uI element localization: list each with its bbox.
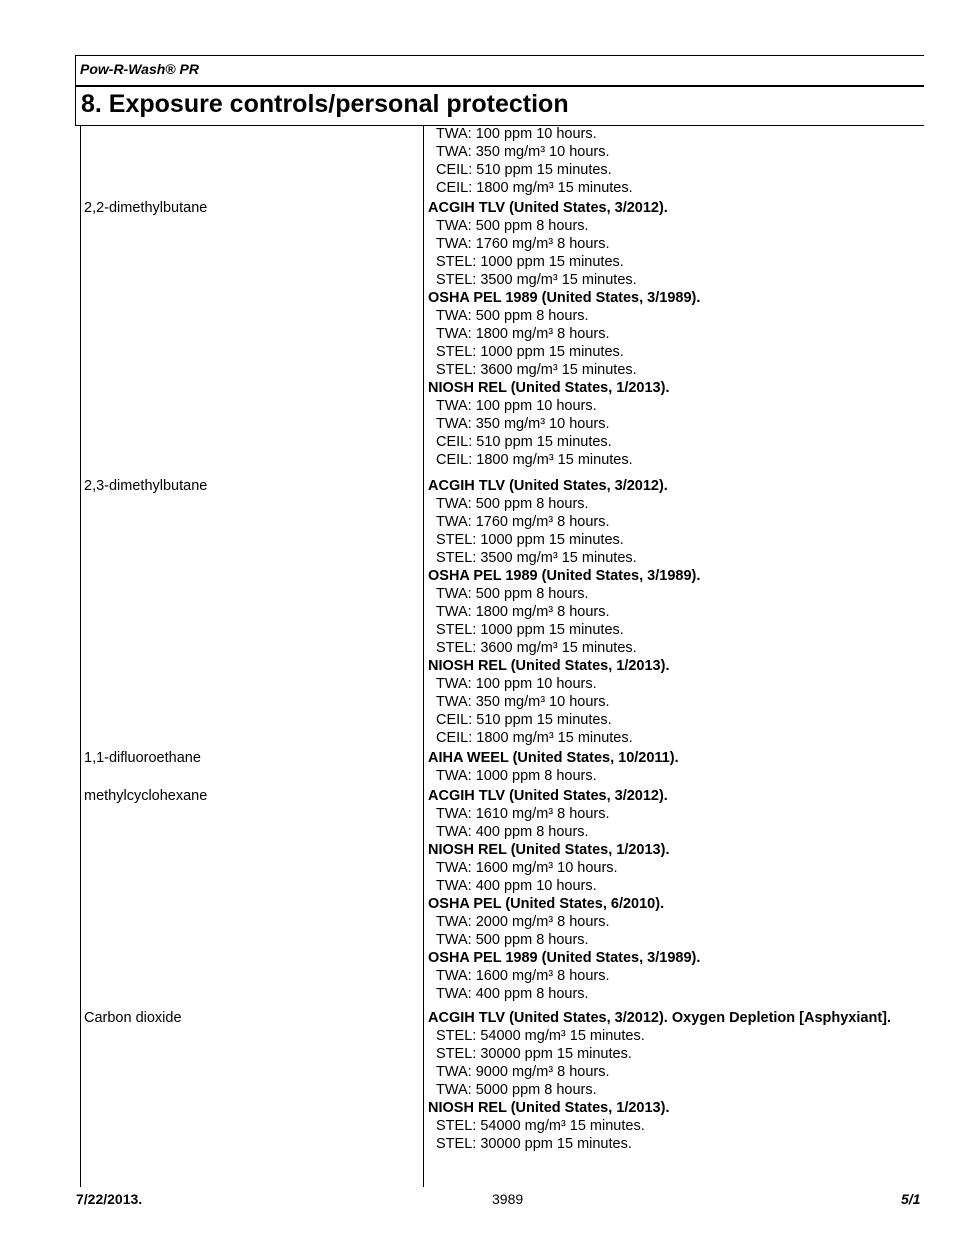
limit-standard: NIOSH REL (United States, 1/2013). [428,842,670,858]
limit-value: STEL: 1000 ppm 15 minutes. [436,532,624,548]
ingredient-row [82,787,922,1003]
limit-block [428,199,922,469]
ingredient-row [82,1009,922,1153]
limit-block [428,1009,922,1153]
limit-value: TWA: 1760 mg/m³ 8 hours. [436,514,610,530]
limit-value: TWA: 500 ppm 8 hours. [436,586,589,602]
limit-value: TWA: 1000 ppm 8 hours. [436,768,597,784]
limit-value: TWA: 1610 mg/m³ 8 hours. [436,806,610,822]
limit-value: TWA: 500 ppm 8 hours. [436,308,589,324]
limit-value: TWA: 350 mg/m³ 10 hours. [436,416,610,432]
limit-value: STEL: 1000 ppm 15 minutes. [436,622,624,638]
continuation-row [82,125,922,197]
limit-value: TWA: 5000 ppm 8 hours. [436,1082,597,1098]
limit-value: STEL: 3600 mg/m³ 15 minutes. [436,362,637,378]
limit-standard: NIOSH REL (United States, 1/2013). [428,380,670,396]
limit-value: STEL: 54000 mg/m³ 15 minutes. [436,1118,645,1134]
limit-value: STEL: 30000 ppm 15 minutes. [436,1136,632,1152]
limit-standard: ACGIH TLV (United States, 3/2012). [428,200,668,216]
limit-value: TWA: 2000 mg/m³ 8 hours. [436,914,610,930]
left-column-rule [80,125,81,1187]
limit-value: TWA: 400 ppm 10 hours. [436,878,597,894]
limit-block [428,749,922,785]
ingredient-name: 2,3-dimethylbutane [84,478,208,494]
limit-standard: NIOSH REL (United States, 1/2013). [428,658,670,674]
limit-value: TWA: 350 mg/m³ 10 hours. [436,694,610,710]
limit-value: STEL: 1000 ppm 15 minutes. [436,254,624,270]
footer-code: 3989 [492,1191,524,1207]
limit-standard: OSHA PEL 1989 (United States, 3/1989). [428,950,701,966]
limit-value: TWA: 1600 mg/m³ 10 hours. [436,860,618,876]
limit-standard: OSHA PEL 1989 (United States, 3/1989). [428,568,701,584]
ingredient-row [82,199,922,469]
limit-value: TWA: 500 ppm 8 hours. [436,496,589,512]
limit-value: CEIL: 510 ppm 15 minutes. [436,434,612,450]
limit-standard: ACGIH TLV (United States, 3/2012). [428,478,668,494]
limit-value: TWA: 100 ppm 10 hours. [436,398,597,414]
limit-value: STEL: 54000 mg/m³ 15 minutes. [436,1028,645,1044]
limit-value: TWA: 500 ppm 8 hours. [436,218,589,234]
ingredient-name: Carbon dioxide [84,1010,182,1026]
limit-value: CEIL: 510 ppm 15 minutes. [436,162,612,178]
limit-standard: AIHA WEEL (United States, 10/2011). [428,750,679,766]
limit-standard: NIOSH REL (United States, 1/2013). [428,1100,670,1116]
limit-values [428,125,922,197]
limit-value: CEIL: 1800 mg/m³ 15 minutes. [436,180,633,196]
limit-value: TWA: 400 ppm 8 hours. [436,986,589,1002]
limit-standard: OSHA PEL 1989 (United States, 3/1989). [428,290,701,306]
limit-value: STEL: 30000 ppm 15 minutes. [436,1046,632,1062]
product-header [75,55,924,86]
footer-page: 5/1 [901,1191,921,1207]
limit-value: STEL: 3500 mg/m³ 15 minutes. [436,550,637,566]
limit-value: TWA: 9000 mg/m³ 8 hours. [436,1064,610,1080]
limit-value: TWA: 1600 mg/m³ 8 hours. [436,968,610,984]
limit-block [428,477,922,747]
limit-value: CEIL: 510 ppm 15 minutes. [436,712,612,728]
limit-value: STEL: 1000 ppm 15 minutes. [436,344,624,360]
limit-value: TWA: 100 ppm 10 hours. [436,126,597,142]
limit-value: TWA: 1800 mg/m³ 8 hours. [436,326,610,342]
limit-standard: ACGIH TLV (United States, 3/2012). Oxygen Depletion [Asphyxiant]. [428,1010,892,1026]
ingredient-name: methylcyclohexane [84,788,208,804]
limit-value: TWA: 350 mg/m³ 10 hours. [436,144,610,160]
limit-standard: ACGIH TLV (United States, 3/2012). [428,788,668,804]
limit-value: TWA: 100 ppm 10 hours. [436,676,597,692]
exposure-limits-table [82,125,922,1153]
limit-value: TWA: 1760 mg/m³ 8 hours. [436,236,610,252]
footer-date: 7/22/2013. [76,1191,143,1207]
ingredient-name-empty [82,125,428,197]
product-name: Pow-R-Wash® PR [80,61,199,77]
limit-value: TWA: 500 ppm 8 hours. [436,932,589,948]
limit-value: TWA: 1800 mg/m³ 8 hours. [436,604,610,620]
ingredient-name: 2,2-dimethylbutane [84,200,208,216]
ingredient-row [82,477,922,747]
ingredient-row [82,749,922,785]
limit-value: STEL: 3500 mg/m³ 15 minutes. [436,272,637,288]
limit-value: STEL: 3600 mg/m³ 15 minutes. [436,640,637,656]
section-title: 8. Exposure controls/personal protection [81,90,569,118]
ingredient-name: 1,1-difluoroethane [84,750,201,766]
limit-standard: OSHA PEL (United States, 6/2010). [428,896,665,912]
limit-block [428,787,922,1003]
section-header [75,86,924,126]
limit-value: CEIL: 1800 mg/m³ 15 minutes. [436,730,633,746]
limit-value: CEIL: 1800 mg/m³ 15 minutes. [436,452,633,468]
limit-value: TWA: 400 ppm 8 hours. [436,824,589,840]
